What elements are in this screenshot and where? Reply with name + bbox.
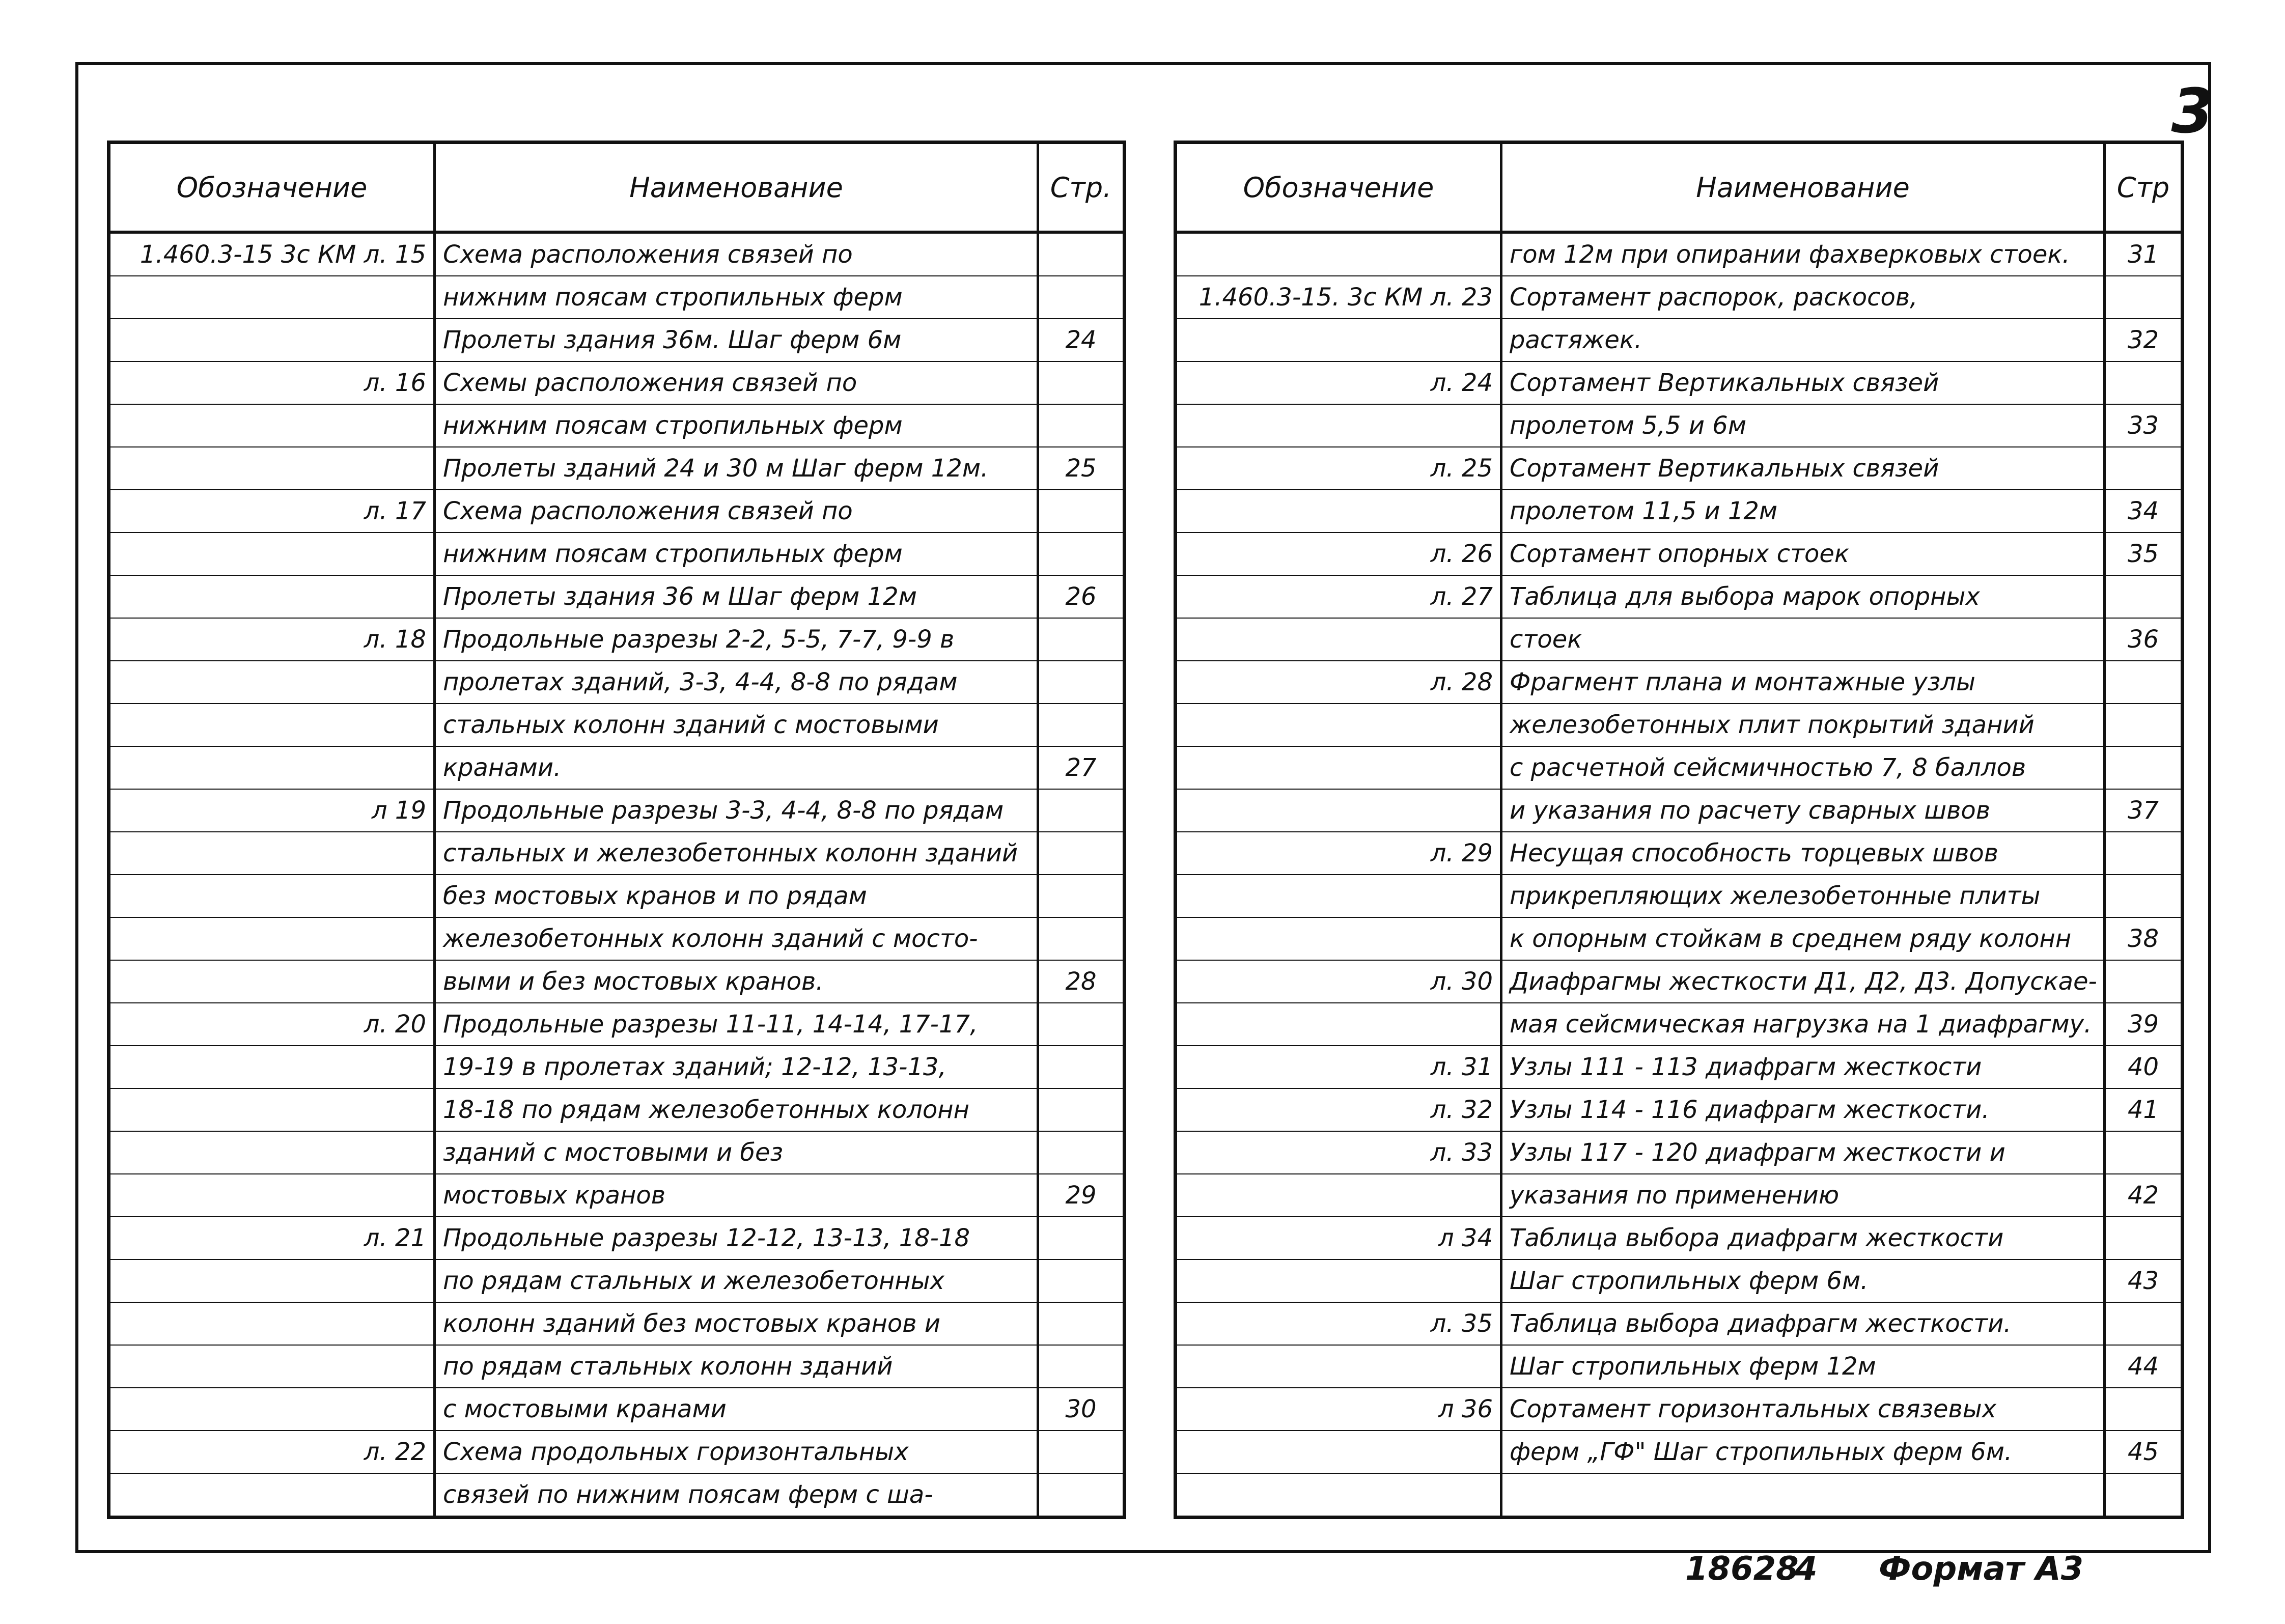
table-row xyxy=(109,1131,1125,1174)
table-row xyxy=(1176,276,2183,319)
row-page xyxy=(1038,704,1125,746)
row-page: 27 xyxy=(1038,746,1125,789)
table-row xyxy=(109,533,1125,575)
row-page xyxy=(2105,1302,2183,1345)
row-designation: л. 29 xyxy=(1176,832,1501,875)
row-page: 28 xyxy=(1038,960,1125,1003)
row-name: Несущая способность торцевых швов xyxy=(1501,832,2105,875)
header-designation: Обозначение xyxy=(1176,143,1501,233)
row-page xyxy=(1038,1131,1125,1174)
table-row xyxy=(109,917,1125,960)
row-page xyxy=(1038,276,1125,319)
table-row xyxy=(1176,1431,2183,1473)
row-name: связей по нижним поясам ферм с ша- xyxy=(435,1473,1038,1518)
row-name: Продольные разрезы 11-11, 14-14, 17-17, xyxy=(435,1003,1038,1046)
row-page xyxy=(2105,661,2183,704)
row-page xyxy=(2105,1131,2183,1174)
row-name: нижним поясам стропильных ферм xyxy=(435,276,1038,319)
row-designation xyxy=(1176,1345,1501,1388)
row-name: Таблица выбора диафрагм жесткости xyxy=(1501,1217,2105,1259)
row-designation xyxy=(109,875,435,917)
row-designation: л. 25 xyxy=(1176,447,1501,490)
table-row xyxy=(1176,1088,2183,1131)
row-page xyxy=(1038,232,1125,276)
row-name: кранами. xyxy=(435,746,1038,789)
header-page: Стр. xyxy=(1038,143,1125,233)
row-designation: л. 33 xyxy=(1176,1131,1501,1174)
contents-table-left xyxy=(107,141,1126,1519)
row-designation xyxy=(1176,1473,1501,1518)
row-designation xyxy=(109,1388,435,1431)
row-name: Продольные разрезы 3-3, 4-4, 8-8 по рядам xyxy=(435,789,1038,832)
table-header xyxy=(1176,143,2183,233)
row-name: Таблица для выбора марок опорных xyxy=(1501,575,2105,618)
row-name: Пролеты здания 36м. Шаг ферм 6м xyxy=(435,319,1038,361)
row-name xyxy=(1501,1473,2105,1518)
row-page xyxy=(1038,533,1125,575)
row-designation: 1.460.3-15. 3с КМ л. 23 xyxy=(1176,276,1501,319)
row-name: 19-19 в пролетах зданий; 12-12, 13-13, xyxy=(435,1046,1038,1088)
row-page: 24 xyxy=(1038,319,1125,361)
row-designation xyxy=(109,704,435,746)
row-name: по рядам стальных колонн зданий xyxy=(435,1345,1038,1388)
table-row xyxy=(109,746,1125,789)
table-row xyxy=(1176,319,2183,361)
row-page xyxy=(2105,746,2183,789)
row-page: 30 xyxy=(1038,1388,1125,1431)
row-name: Пролеты здания 36 м Шаг ферм 12м xyxy=(435,575,1038,618)
row-page xyxy=(1038,789,1125,832)
table-row xyxy=(109,1345,1125,1388)
table-row xyxy=(1176,404,2183,447)
row-name: Сортамент горизонтальных связевых xyxy=(1501,1388,2105,1431)
row-name: стальных и железобетонных колонн зданий xyxy=(435,832,1038,875)
row-name: Шаг стропильных ферм 12м xyxy=(1501,1345,2105,1388)
table-row xyxy=(109,960,1125,1003)
row-page xyxy=(1038,490,1125,533)
table-row xyxy=(1176,704,2183,746)
row-name: Шаг стропильных ферм 6м. xyxy=(1501,1259,2105,1302)
table-row xyxy=(109,875,1125,917)
row-designation: л. 20 xyxy=(109,1003,435,1046)
table-row xyxy=(1176,232,2183,276)
row-name: гом 12м при опирании фахверковых стоек. xyxy=(1501,232,2105,276)
row-designation xyxy=(109,1473,435,1518)
row-designation xyxy=(109,447,435,490)
table-row xyxy=(1176,661,2183,704)
row-designation xyxy=(1176,746,1501,789)
row-name: и указания по расчету сварных швов xyxy=(1501,789,2105,832)
sheet-number: 3 xyxy=(2171,76,2214,147)
row-designation xyxy=(1176,704,1501,746)
row-page: 42 xyxy=(2105,1174,2183,1217)
row-name: Схемы расположения связей по xyxy=(435,361,1038,404)
row-designation xyxy=(1176,1174,1501,1217)
row-designation: л. 18 xyxy=(109,618,435,661)
row-name: растяжек. xyxy=(1501,319,2105,361)
row-designation xyxy=(109,276,435,319)
row-page xyxy=(1038,404,1125,447)
row-designation xyxy=(109,319,435,361)
row-name: без мостовых кранов и по рядам xyxy=(435,875,1038,917)
row-page xyxy=(2105,1217,2183,1259)
row-designation: 1.460.3-15 3с КМ л. 15 xyxy=(109,232,435,276)
contents-table-right xyxy=(1174,141,2184,1519)
row-page: 25 xyxy=(1038,447,1125,490)
row-name: Сортамент распорок, раскосов, xyxy=(1501,276,2105,319)
row-designation xyxy=(1176,319,1501,361)
row-page: 34 xyxy=(2105,490,2183,533)
table-row xyxy=(109,789,1125,832)
header-name: Наименование xyxy=(435,143,1038,233)
row-name: Сортамент Вертикальных связей xyxy=(1501,361,2105,404)
row-designation xyxy=(109,917,435,960)
row-designation: л. 28 xyxy=(1176,661,1501,704)
row-name: пролетом 5,5 и 6м xyxy=(1501,404,2105,447)
table-row xyxy=(109,276,1125,319)
table-row xyxy=(1176,789,2183,832)
row-designation xyxy=(1176,232,1501,276)
table-row xyxy=(109,1088,1125,1131)
row-name: по рядам стальных и железобетонных xyxy=(435,1259,1038,1302)
table-row xyxy=(109,1174,1125,1217)
row-name: стоек xyxy=(1501,618,2105,661)
row-name: Диафрагмы жесткости Д1, Д2, Д3. Допускае- xyxy=(1501,960,2105,1003)
row-designation: л. 26 xyxy=(1176,533,1501,575)
table-row xyxy=(109,319,1125,361)
row-page: 26 xyxy=(1038,575,1125,618)
row-page xyxy=(1038,832,1125,875)
row-page xyxy=(1038,361,1125,404)
row-page: 29 xyxy=(1038,1174,1125,1217)
row-name: Таблица выбора диафрагм жесткости. xyxy=(1501,1302,2105,1345)
table-row xyxy=(1176,746,2183,789)
row-designation: л. 32 xyxy=(1176,1088,1501,1131)
row-page xyxy=(2105,1388,2183,1431)
table-row xyxy=(109,1217,1125,1259)
row-designation xyxy=(1176,789,1501,832)
row-designation: л 19 xyxy=(109,789,435,832)
row-name: указания по применению xyxy=(1501,1174,2105,1217)
row-name: Продольные разрезы 12-12, 13-13, 18-18 xyxy=(435,1217,1038,1259)
row-page xyxy=(2105,447,2183,490)
row-designation: л 34 xyxy=(1176,1217,1501,1259)
row-designation xyxy=(109,960,435,1003)
table-row xyxy=(1176,575,2183,618)
table-row xyxy=(1176,533,2183,575)
row-name: ферм „ГФ" Шаг стропильных ферм 6м. xyxy=(1501,1431,2105,1473)
row-name: железобетонных плит покрытий зданий xyxy=(1501,704,2105,746)
table-row xyxy=(1176,447,2183,490)
table-header xyxy=(109,143,1125,233)
row-page xyxy=(1038,1431,1125,1473)
row-page xyxy=(1038,1003,1125,1046)
row-name: пролетах зданий, 3-3, 4-4, 8-8 по рядам xyxy=(435,661,1038,704)
row-name: прикрепляющих железобетонные плиты xyxy=(1501,875,2105,917)
row-page xyxy=(1038,917,1125,960)
row-name: Узлы 117 - 120 диафрагм жесткости и xyxy=(1501,1131,2105,1174)
row-name: Узлы 114 - 116 диафрагм жесткости. xyxy=(1501,1088,2105,1131)
row-name: пролетом 11,5 и 12м xyxy=(1501,490,2105,533)
row-page xyxy=(2105,875,2183,917)
row-name: выми и без мостовых кранов. xyxy=(435,960,1038,1003)
row-name: Схема продольных горизонтальных xyxy=(435,1431,1038,1473)
row-designation xyxy=(109,746,435,789)
row-designation xyxy=(1176,917,1501,960)
table-row xyxy=(109,1431,1125,1473)
row-designation: л. 16 xyxy=(109,361,435,404)
row-name: с мостовыми кранами xyxy=(435,1388,1038,1431)
table-row xyxy=(1176,1259,2183,1302)
row-name: мая сейсмическая нагрузка на 1 диафрагму. xyxy=(1501,1003,2105,1046)
row-designation: л. 30 xyxy=(1176,960,1501,1003)
row-name: Сортамент опорных стоек xyxy=(1501,533,2105,575)
row-page xyxy=(1038,1473,1125,1518)
row-designation xyxy=(109,575,435,618)
row-designation xyxy=(109,404,435,447)
row-designation xyxy=(1176,618,1501,661)
row-designation: л. 35 xyxy=(1176,1302,1501,1345)
row-page xyxy=(1038,1046,1125,1088)
table-row xyxy=(1176,832,2183,875)
row-page xyxy=(1038,1217,1125,1259)
row-name: Пролеты зданий 24 и 30 м Шаг ферм 12м. xyxy=(435,447,1038,490)
row-name: 18-18 по рядам железобетонных колонн xyxy=(435,1088,1038,1131)
table-row xyxy=(1176,1345,2183,1388)
table-row xyxy=(1176,1174,2183,1217)
table-row xyxy=(109,232,1125,276)
table-row xyxy=(1176,1302,2183,1345)
row-page xyxy=(2105,276,2183,319)
row-designation xyxy=(109,1302,435,1345)
row-name: Узлы 111 - 113 диафрагм жесткости xyxy=(1501,1046,2105,1088)
row-designation: л. 17 xyxy=(109,490,435,533)
row-designation xyxy=(109,832,435,875)
table-row xyxy=(109,404,1125,447)
row-page xyxy=(2105,361,2183,404)
row-name: железобетонных колонн зданий с мосто- xyxy=(435,917,1038,960)
row-page xyxy=(2105,960,2183,1003)
row-page: 37 xyxy=(2105,789,2183,832)
row-designation: л. 31 xyxy=(1176,1046,1501,1088)
row-name: мостовых кранов xyxy=(435,1174,1038,1217)
row-designation: л. 24 xyxy=(1176,361,1501,404)
row-page xyxy=(1038,1088,1125,1131)
row-name: Схема расположения связей по xyxy=(435,232,1038,276)
row-designation xyxy=(1176,404,1501,447)
row-page: 31 xyxy=(2105,232,2183,276)
row-name: зданий с мостовыми и без xyxy=(435,1131,1038,1174)
row-designation: л. 27 xyxy=(1176,575,1501,618)
row-designation xyxy=(109,1046,435,1088)
row-name: нижним поясам стропильных ферм xyxy=(435,404,1038,447)
table-row xyxy=(1176,618,2183,661)
table-row xyxy=(1176,1046,2183,1088)
table-row xyxy=(109,1003,1125,1046)
footer-page-number: 4 xyxy=(1795,1550,1818,1588)
row-page: 41 xyxy=(2105,1088,2183,1131)
row-page xyxy=(1038,1345,1125,1388)
row-name: колонн зданий без мостовых кранов и xyxy=(435,1302,1038,1345)
row-page: 38 xyxy=(2105,917,2183,960)
row-page: 40 xyxy=(2105,1046,2183,1088)
table-row xyxy=(1176,917,2183,960)
row-designation xyxy=(1176,490,1501,533)
row-designation xyxy=(1176,875,1501,917)
table-row xyxy=(109,1388,1125,1431)
row-name: Продольные разрезы 2-2, 5-5, 7-7, 9-9 в xyxy=(435,618,1038,661)
table-row xyxy=(109,447,1125,490)
row-page: 35 xyxy=(2105,533,2183,575)
table-row xyxy=(109,832,1125,875)
table-row xyxy=(109,704,1125,746)
row-designation xyxy=(109,661,435,704)
table-row xyxy=(109,490,1125,533)
row-page xyxy=(1038,1259,1125,1302)
format-label: Формат А3 xyxy=(1879,1550,2084,1588)
row-page: 33 xyxy=(2105,404,2183,447)
row-name: Схема расположения связей по xyxy=(435,490,1038,533)
table-row xyxy=(109,1046,1125,1088)
row-page: 44 xyxy=(2105,1345,2183,1388)
row-name: стальных колонн зданий с мостовыми xyxy=(435,704,1038,746)
row-designation xyxy=(1176,1259,1501,1302)
table-row xyxy=(1176,875,2183,917)
row-designation xyxy=(109,1131,435,1174)
row-page xyxy=(1038,661,1125,704)
table-row xyxy=(1176,361,2183,404)
table-row xyxy=(109,575,1125,618)
table-row xyxy=(109,361,1125,404)
row-page xyxy=(2105,832,2183,875)
header-name: Наименование xyxy=(1501,143,2105,233)
row-page xyxy=(1038,1302,1125,1345)
row-designation: л. 22 xyxy=(109,1431,435,1473)
table-row xyxy=(1176,1003,2183,1046)
row-designation: л. 21 xyxy=(109,1217,435,1259)
table-row xyxy=(1176,1217,2183,1259)
row-designation xyxy=(1176,1003,1501,1046)
row-designation xyxy=(109,1174,435,1217)
row-name: нижним поясам стропильных ферм xyxy=(435,533,1038,575)
table-row xyxy=(109,661,1125,704)
row-page xyxy=(2105,1473,2183,1518)
table-row xyxy=(1176,960,2183,1003)
table-row xyxy=(1176,1388,2183,1431)
table-row xyxy=(109,1302,1125,1345)
header-page: Стр xyxy=(2105,143,2183,233)
header-designation: Обозначение xyxy=(109,143,435,233)
row-designation xyxy=(109,1259,435,1302)
row-name: Фрагмент плана и монтажные узлы xyxy=(1501,661,2105,704)
row-page: 36 xyxy=(2105,618,2183,661)
row-page xyxy=(2105,575,2183,618)
table-row xyxy=(109,1473,1125,1518)
row-designation xyxy=(109,533,435,575)
row-name: с расчетной сейсмичностью 7, 8 баллов xyxy=(1501,746,2105,789)
table-row xyxy=(109,1259,1125,1302)
row-name: Сортамент Вертикальных связей xyxy=(1501,447,2105,490)
row-page: 43 xyxy=(2105,1259,2183,1302)
row-page xyxy=(1038,875,1125,917)
table-row xyxy=(1176,1473,2183,1518)
row-page xyxy=(1038,618,1125,661)
row-designation xyxy=(1176,1431,1501,1473)
row-page: 45 xyxy=(2105,1431,2183,1473)
row-designation xyxy=(109,1345,435,1388)
row-designation: л 36 xyxy=(1176,1388,1501,1431)
row-page xyxy=(2105,704,2183,746)
row-page: 39 xyxy=(2105,1003,2183,1046)
table-row xyxy=(109,618,1125,661)
row-designation xyxy=(109,1088,435,1131)
row-page: 32 xyxy=(2105,319,2183,361)
inventory-number: 18628 xyxy=(1685,1550,1799,1588)
row-name: к опорным стойкам в среднем ряду колонн xyxy=(1501,917,2105,960)
table-row xyxy=(1176,1131,2183,1174)
table-row xyxy=(1176,490,2183,533)
